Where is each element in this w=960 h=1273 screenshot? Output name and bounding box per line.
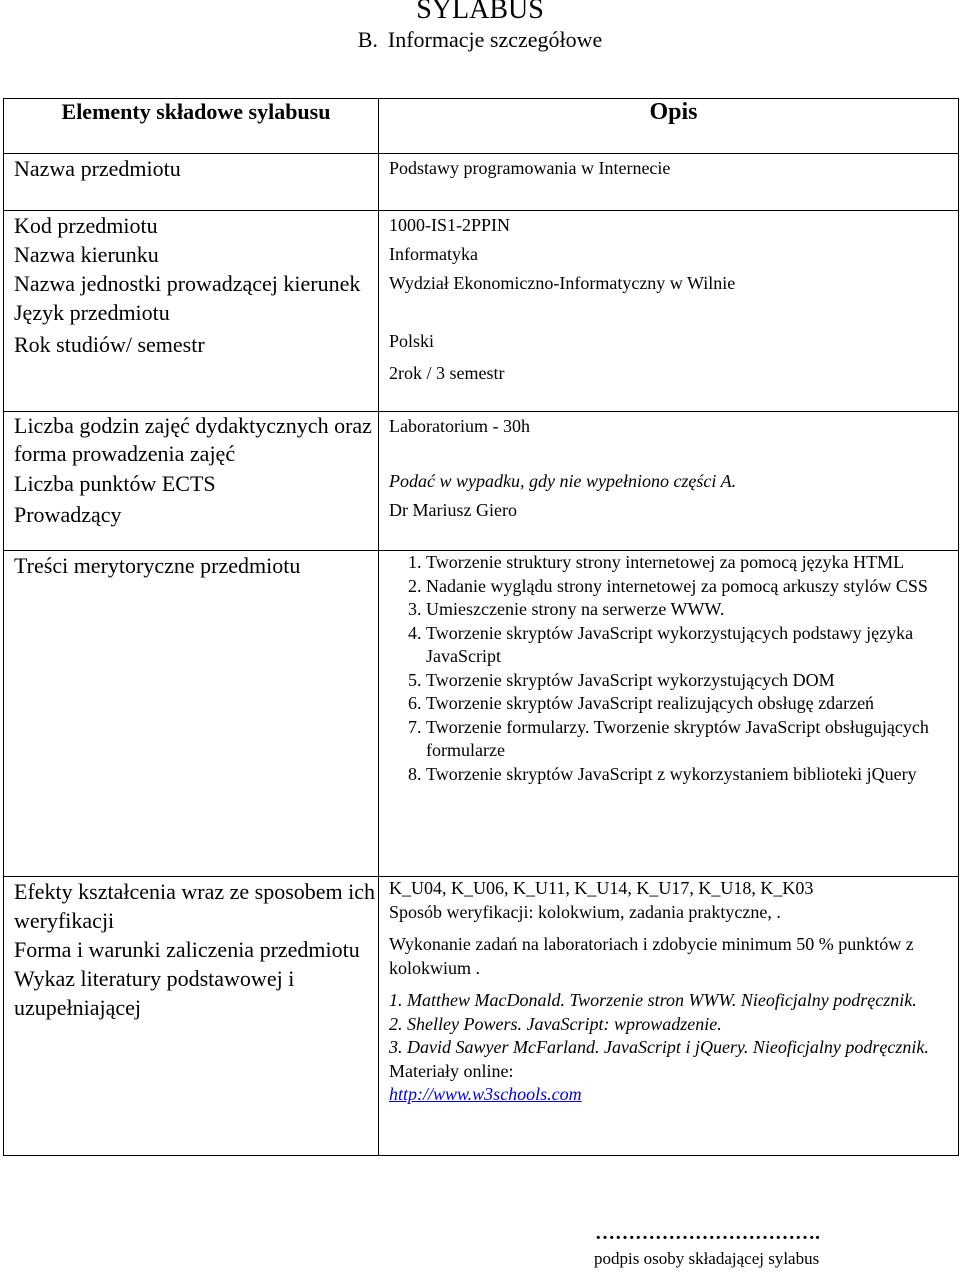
table-row — [4, 211, 959, 412]
label-group-classes — [4, 412, 379, 551]
value-kod-przedmiotu: 1000-IS1-2PPIN — [389, 215, 511, 235]
value-rok: 2rok / 3 semestr — [389, 363, 505, 383]
label-tresci: Treści merytoryczne przedmiotu — [4, 551, 379, 877]
label-prowadzacy: Prowadzący — [14, 502, 122, 527]
value-godziny: Laboratorium - 30h — [389, 416, 530, 436]
list-item: 8. Tworzenie skryptów JavaScript z wykorzystaniem biblioteki jQuery — [426, 763, 958, 787]
label-group-outcomes — [4, 877, 379, 1156]
table-row — [4, 551, 959, 877]
topics-list — [389, 551, 958, 786]
label-nazwa-przedmiotu: Nazwa przedmiotu — [4, 154, 379, 211]
label-jednostka: Nazwa jednostki prowadzącej kierunek — [14, 271, 361, 296]
document-title: SYLABUS — [416, 0, 544, 25]
signature-label: podpis osoby składającej sylabus — [594, 1249, 820, 1268]
literature-item: 2. Shelley Powers. JavaScript: wprowadzenie. — [389, 1013, 722, 1034]
section-letter: B. — [357, 27, 378, 52]
list-item: 6. Tworzenie skryptów JavaScript realizujących obsługę zdarzeń — [426, 692, 958, 716]
value-jednostka: Wydział Ekonomiczno-Informatyczny w Wilnie — [389, 273, 736, 293]
document-subtitle — [0, 26, 960, 54]
value-prowadzacy: Dr Mariusz Giero — [389, 500, 517, 520]
literature-item: 1. Matthew MacDonald. Tworzenie stron WWW. Nieoficjalny podręcznik. — [389, 990, 917, 1010]
table-row — [4, 154, 959, 211]
label-literatura: Wykaz literatury podstawowej i uzupełniającej — [14, 966, 295, 1020]
value-forma: Wykonanie zadań na laboratoriach i zdobycie minimum 50 % punktów z kolokwium . — [389, 934, 914, 978]
list-item: 3. Umieszczenie strony na serwerze WWW. — [426, 598, 958, 622]
label-efekty: Efekty kształcenia wraz ze sposobem ich weryfikacji — [14, 879, 376, 933]
list-item: 4. Tworzenie skryptów JavaScript wykorzystujących podstawy języka JavaScript — [426, 622, 958, 669]
label-rok: Rok studiów/ semestr — [14, 332, 205, 357]
value-group-outcomes — [379, 877, 959, 1156]
syllabus-table — [3, 98, 959, 1156]
list-item: 5. Tworzenie skryptów JavaScript wykorzystujących DOM — [426, 669, 958, 693]
value-tresci — [379, 551, 959, 877]
label-godziny: Liczba godzin zajęć dydaktycznych oraz forma prowadzenia zajęć — [14, 413, 372, 466]
value-group-classes — [379, 412, 959, 551]
signature-line: ……………………………. — [595, 1222, 820, 1244]
label-ects: Liczba punktów ECTS — [14, 471, 216, 496]
value-group-basic — [379, 211, 959, 412]
label-jezyk: Język przedmiotu — [14, 300, 170, 325]
list-item: 7. Tworzenie formularzy. Tworzenie skryptów JavaScript obsługujących formularze — [426, 716, 958, 763]
online-materials-label: Materiały online: — [389, 1060, 514, 1081]
value-efekty-codes: K_U04, K_U06, K_U11, K_U14, K_U17, K_U18, K_K03 — [389, 878, 814, 898]
label-group-basic — [4, 211, 379, 412]
label-forma: Forma i warunki zaliczenia przedmiotu — [14, 937, 360, 962]
value-nazwa-kierunku: Informatyka — [389, 244, 478, 264]
column-header-elements: Elementy składowe sylabusu — [4, 99, 379, 154]
value-ects: Podać w wypadku, gdy nie wypełniono części A. — [389, 471, 737, 491]
table-row — [4, 877, 959, 1156]
label-kod-przedmiotu: Kod przedmiotu — [14, 213, 158, 238]
label-nazwa-kierunku: Nazwa kierunku — [14, 242, 159, 267]
table-header-row — [4, 99, 959, 154]
subtitle-text: Informacje szczegółowe — [387, 27, 603, 52]
w3schools-link[interactable]: http://www.w3schools.com — [389, 1084, 582, 1104]
table-row — [4, 412, 959, 551]
value-efekty-verification: Sposób weryfikacji: kolokwium, zadania praktyczne, . — [389, 901, 781, 922]
list-item: 1. Tworzenie struktury strony internetowej za pomocą języka HTML — [426, 551, 958, 575]
list-item: 2. Nadanie wyglądu strony internetowej za pomocą arkuszy stylów CSS — [426, 575, 958, 599]
value-jezyk: Polski — [389, 331, 435, 351]
value-nazwa-przedmiotu: Podstawy programowania w Internecie — [379, 154, 959, 211]
literature-item: 3. David Sawyer McFarland. JavaScript i jQuery. Nieoficjalny podręcznik. — [389, 1037, 929, 1057]
column-header-opis: Opis — [379, 99, 959, 154]
